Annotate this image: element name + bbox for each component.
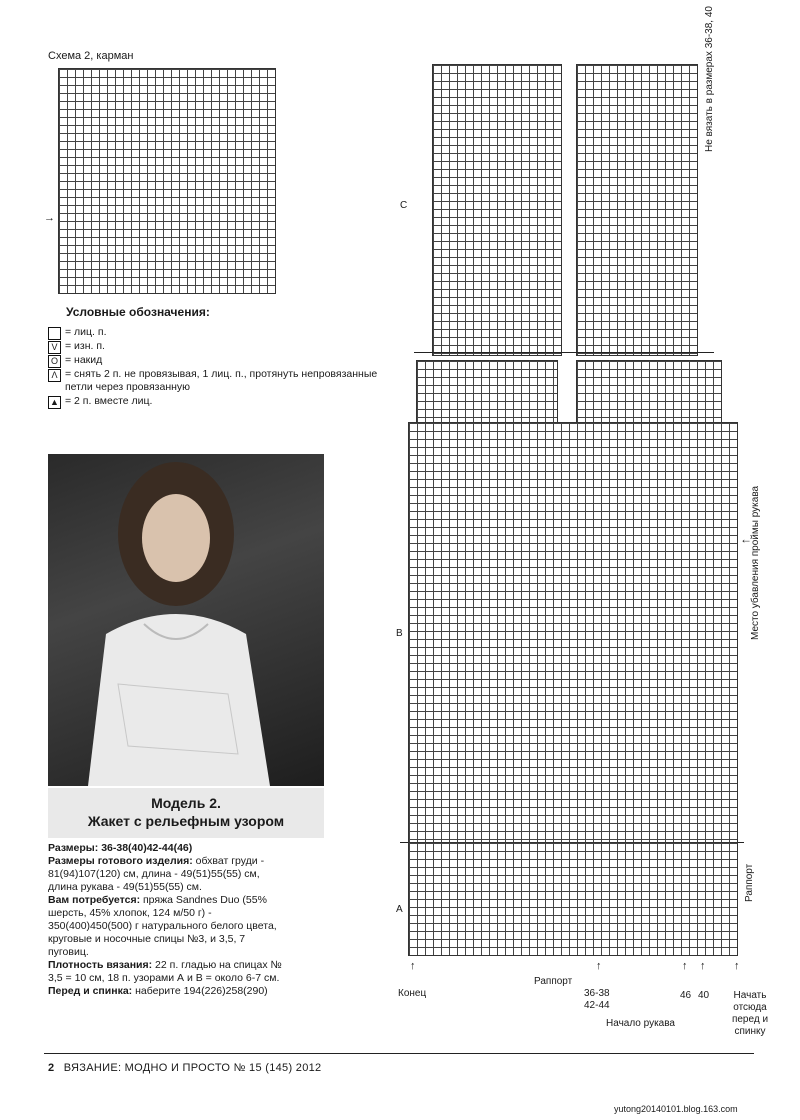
start-label: Начать отсюда перед и спинку [731, 990, 769, 1037]
mark-46: 46 [680, 990, 692, 1001]
legend-item-text: = накид [65, 353, 103, 366]
pocket-chart [58, 68, 276, 294]
sizes-label: Размеры: 36-38(40)42-44(46) [48, 842, 193, 854]
page-number: 2 [48, 1062, 55, 1074]
description [48, 842, 284, 998]
legend-item [48, 326, 378, 340]
sleeve-start: Начало рукава [606, 1018, 675, 1029]
legend-item [48, 354, 378, 368]
watermark: yutong20140101.blog.163.com [614, 1104, 738, 1114]
model-photo-illustration [48, 454, 324, 786]
legend-item [48, 340, 378, 354]
knit-two-together-icon: ▲ [48, 396, 61, 409]
armhole-arrow-icon: ← [740, 532, 752, 546]
arrow-up-icon: ↑ [700, 960, 706, 972]
footer [48, 1062, 321, 1074]
legend-item-text: = 2 п. вместе лиц. [65, 394, 153, 407]
legend-item [48, 368, 378, 395]
size-42-44: 42-44 [584, 1000, 610, 1011]
note-armhole: Место убавления проймы рукава [750, 485, 761, 640]
model-caption [48, 788, 324, 838]
chart-divider-top [414, 352, 714, 353]
rapport-bottom: Раппорт [534, 976, 573, 987]
chart-label-a: А [396, 904, 403, 915]
arrow-up-icon: ↑ [734, 960, 740, 972]
chart-section-b [408, 422, 738, 844]
arrow-up-icon: ↑ [682, 960, 688, 972]
legend-item [48, 395, 378, 409]
size-36-38: 36-38 [584, 988, 610, 999]
double-decrease-icon: Λ [48, 369, 61, 382]
gauge-text: 22 п. гладью на спицах № 3,5 = 10 см, 18 п. узорами А и В = около 6-7 см. [48, 959, 282, 984]
magazine-title: ВЯЗАНИЕ: МОДНО И ПРОСТО № 15 (145) 2012 [63, 1062, 322, 1074]
footer-divider [44, 1053, 754, 1054]
chart-section-a [408, 842, 738, 956]
knit-stitch-icon [48, 327, 61, 340]
yarn-over-icon: O [48, 355, 61, 368]
materials-label: Вам потребуется: [48, 894, 141, 906]
finished-sizes-label: Размеры готового изделия: [48, 855, 193, 867]
note-skip-sizes: Не вязать в размерах 36-38, 40 [704, 6, 715, 152]
chart-section-c-right [576, 64, 698, 356]
purl-stitch-icon: V [48, 341, 61, 354]
legend [48, 306, 378, 409]
chart-label-b: В [396, 628, 403, 639]
chart-section-b-upper-right [576, 360, 722, 424]
end-label: Конец [398, 988, 427, 999]
rapport-vertical: Раппорт [744, 863, 755, 902]
materials-text: пряжа Sandnes Duo (55% шерсть, 45% хлопок, 124 м/50 г) - 350(400)450(500) г натурального белого цвета, круговые и носочные спицы №3, и 3,5, 7 пуговиц. [48, 894, 277, 958]
mark-40: 40 [698, 990, 710, 1001]
arrow-up-icon: ↑ [596, 960, 602, 972]
chart-section-c-left [432, 64, 562, 356]
front-back-text: наберите 194(226)258(290) [132, 985, 268, 997]
legend-item-text: = снять 2 п. не провязывая, 1 лиц. п., протянуть непровязанные петли через провязанную [65, 367, 378, 393]
model-photo [48, 454, 324, 786]
model-caption-line2: Жакет с рельефным узором [87, 813, 285, 829]
arrow-up-icon: ↑ [410, 960, 416, 972]
model-caption-line1: Модель 2. [151, 795, 221, 811]
front-back-label: Перед и спинка: [48, 985, 133, 997]
chart-section-b-upper-left [416, 360, 558, 424]
legend-heading: Условные обозначения: [66, 305, 210, 319]
gauge-label: Плотность вязания: [48, 959, 153, 971]
pocket-chart-arrow-icon: → [44, 212, 55, 224]
legend-item-text: = изн. п. [65, 339, 105, 352]
pocket-chart-title: Схема 2, карман [48, 50, 134, 62]
finished-sizes-text: обхват груди - 81(94)107(120) см, длина - 49(51)55(55) см, длина рукава - 49(51)55(55) см. [48, 855, 265, 893]
chart-label-c: С [400, 200, 408, 211]
legend-item-text: = лиц. п. [65, 325, 107, 338]
